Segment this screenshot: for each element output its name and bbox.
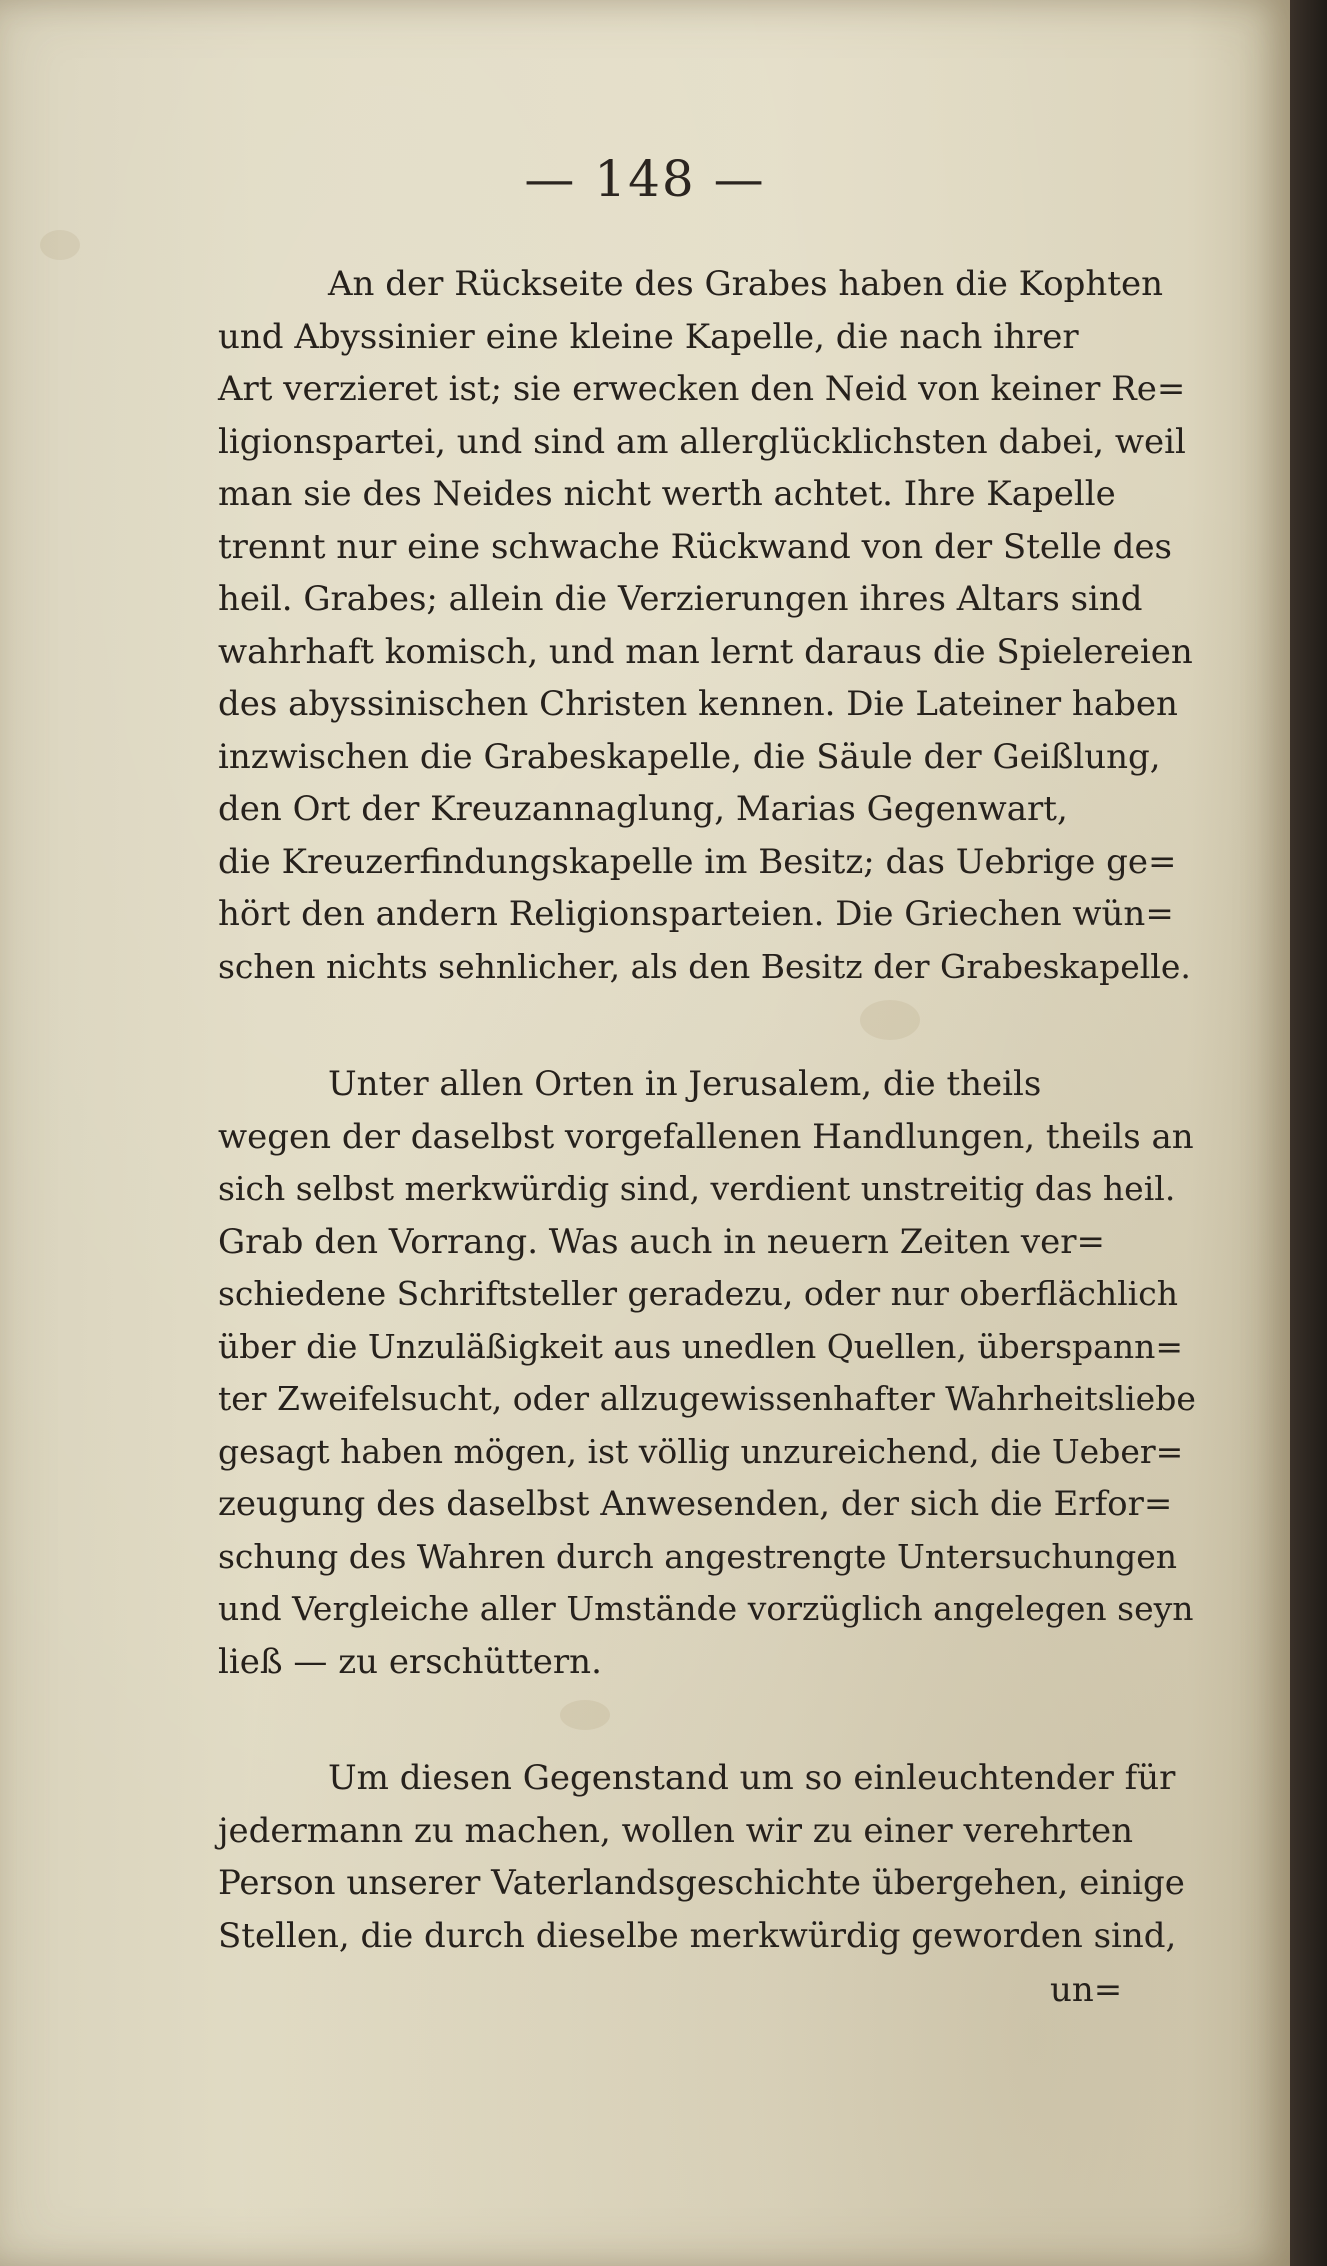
paragraph-3 <box>218 1752 1198 1962</box>
text-line: Person unserer Vaterlandsgeschichte übergehen, einige <box>218 1863 1185 1903</box>
text-line: Unter allen Orten in Jerusalem, die theils <box>328 1064 1042 1104</box>
text-line: und Vergleiche aller Umstände vorzüglich angelegen seyn <box>218 1589 1194 1628</box>
text-line: sich selbst merkwürdig sind, verdient unstreitig das heil. <box>218 1169 1176 1208</box>
text-line: trennt nur eine schwache Rückwand von der Stelle des <box>218 526 1173 567</box>
text-line: die Kreuzerfindungskapelle im Besitz; das Uebrige ge= <box>218 841 1177 882</box>
text-line: jedermann zu machen, wollen wir zu einer verehrten <box>218 1810 1134 1851</box>
paragraph-2 <box>218 1058 1198 1688</box>
paragraph-1 <box>218 258 1198 993</box>
text-line: heil. Grabes; allein die Verzierungen ihres Altars sind <box>218 579 1143 619</box>
text-line: Grab den Vorrang. Was auch in neuern Zeiten ver= <box>218 1221 1105 1262</box>
text-line: Stellen, die durch dieselbe merkwürdig geworden sind, <box>218 1915 1177 1956</box>
text-line: inzwischen die Grabeskapelle, die Säule der Geißlung, <box>218 736 1161 777</box>
text-line: hört den andern Religionsparteien. Die Griechen wün= <box>218 894 1174 934</box>
text-line: An der Rückseite des Grabes haben die Kophten <box>328 264 1163 304</box>
text-line: zeugung des daselbst Anwesenden, der sich die Erfor= <box>218 1484 1173 1524</box>
text-line: ligionspartei, und sind am allerglücklichsten dabei, weil <box>218 421 1186 462</box>
text-line: schung des Wahren durch angestrengte Untersuchungen <box>218 1536 1177 1576</box>
text-line: Um diesen Gegenstand um so einleuchtender für <box>328 1758 1176 1798</box>
text-line: schiedene Schriftsteller geradezu, oder nur oberflächlich <box>218 1274 1178 1313</box>
paper-stain <box>40 230 80 260</box>
page-number: — 148 — <box>524 150 766 208</box>
text-line: wahrhaft komisch, und man lernt daraus die Spielereien <box>218 631 1193 672</box>
text-line: wegen der daselbst vorgefallenen Handlungen, theils an <box>218 1116 1194 1157</box>
paper-stain <box>560 1700 610 1730</box>
text-line: über die Unzuläßigkeit aus unedlen Quellen, überspann= <box>218 1326 1183 1366</box>
book-spine-edge <box>1290 0 1327 2266</box>
text-line: den Ort der Kreuzannaglung, Marias Gegenwart, <box>218 789 1068 829</box>
text-line: und Abyssinier eine kleine Kapelle, die nach ihrer <box>218 316 1079 357</box>
text-line: gesagt haben mögen, ist völlig unzureichend, die Ueber= <box>218 1431 1184 1471</box>
text-line: man sie des Neides nicht werth achtet. Ihre Kapelle <box>218 474 1116 514</box>
text-line: Art verzieret ist; sie erwecken den Neid von keiner Re= <box>218 369 1186 409</box>
catchword: un= <box>1050 1970 1123 2010</box>
text-line: ter Zweifelsucht, oder allzugewissenhafter Wahrheitsliebe <box>218 1379 1196 1418</box>
paper-stain <box>860 1000 920 1040</box>
text-line: schen nichts sehnlicher, als den Besitz der Grabeskapelle. <box>218 946 1191 986</box>
text-line: ließ — zu erschüttern. <box>218 1641 602 1682</box>
text-line: des abyssinischen Christen kennen. Die Lateiner haben <box>218 684 1178 724</box>
